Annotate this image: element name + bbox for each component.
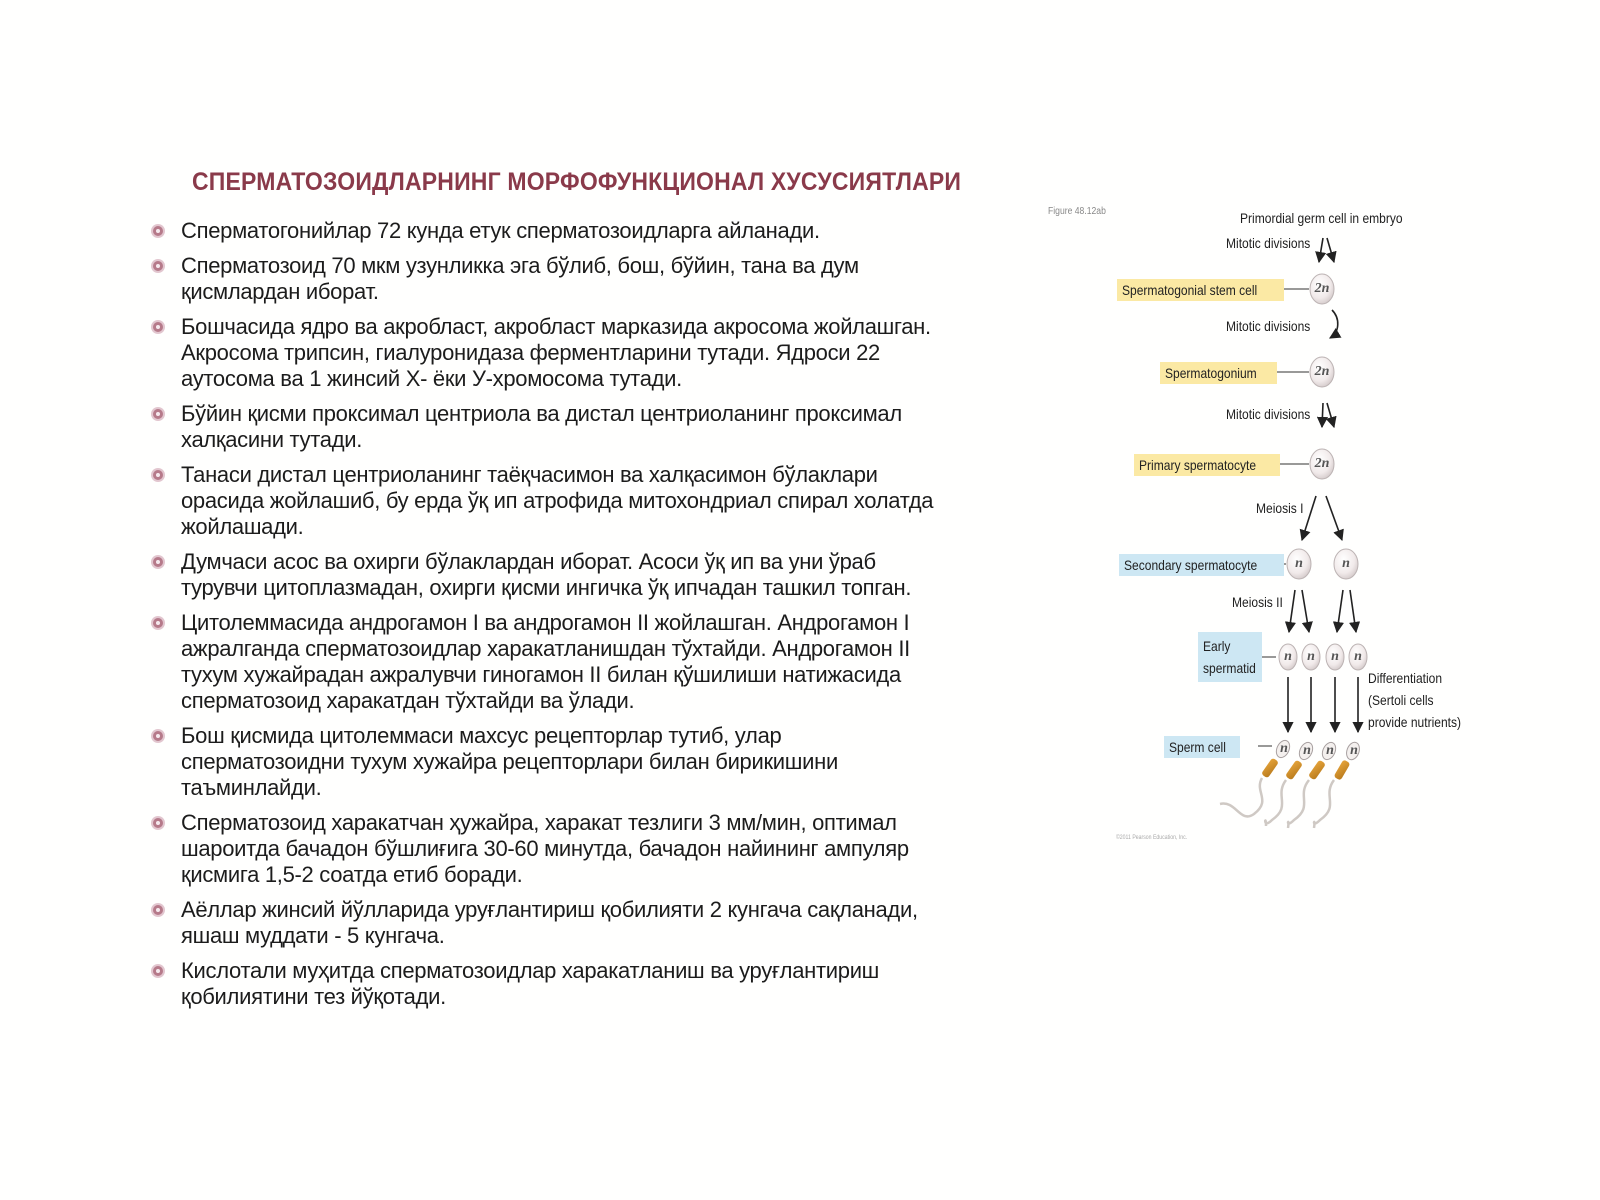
bullet-icon	[153, 226, 163, 236]
bullet-item: Бўйин қисми проксимал центриола ва дистал центриоланинг проксимал халқасини тутади.	[150, 401, 950, 453]
bullet-item: Бош қисмида цитолеммаси махсус рецепторлар тутиб, улар сперматозоидни тухум хужайра рецепторлари билан бирикишини таъминлайди.	[150, 723, 950, 801]
bullet-icon	[153, 966, 163, 976]
sperm-cell-label: Sperm cell	[1164, 736, 1240, 758]
figure-credit: ©2011 Pearson Education, Inc.	[1116, 835, 1188, 841]
arrow	[1322, 403, 1323, 427]
bullet-icon	[153, 818, 163, 828]
ploidy-label: 2n	[1314, 281, 1330, 296]
bullet-icon	[153, 470, 163, 480]
ploidy-label: n	[1354, 649, 1362, 664]
ploidy-label: n	[1307, 649, 1315, 664]
arrow	[1326, 496, 1342, 540]
arrow	[1327, 403, 1334, 427]
bullet-icon	[153, 731, 163, 741]
bullet-item: Сперматозоид харакатчан ҳужайра, харакат тезлиги 3 мм/мин, оптимал шароитда бачадон бўшлиғига 30-60 минутда, бачадон найининг ампуляр қисмига 1,5-2 соатда етиб боради.	[150, 810, 950, 888]
bullet-item: Аёллар жинсий йўлларида уруғлантириш қобилияти 2 кунгача сақланади, яшаш муддати - 5 кунгача.	[150, 897, 950, 949]
ploidy-label: n	[1295, 556, 1303, 571]
arrow	[1302, 590, 1309, 632]
spermatogonium-label: Spermatogonium	[1160, 362, 1277, 384]
meiosis-i-label: Meiosis I	[1256, 500, 1304, 516]
meiosis-ii-label: Meiosis II	[1232, 594, 1283, 610]
arrow	[1337, 590, 1343, 632]
mitotic-divisions-label: Mitotic divisions	[1226, 406, 1311, 422]
bullet-item: Бошчасида ядро ва акробласт, акробласт марказида акросома жойлашган. Акросома трипсин, гиалуронидаза ферментларини тутади. Ядроси 22 аутосома ва 1 жинсий Х- ёки У-хромосома тутади.	[150, 314, 950, 392]
ploidy-label: n	[1280, 741, 1288, 756]
ploidy-label: n	[1331, 649, 1339, 664]
arrow	[1350, 590, 1356, 632]
bullet-item: Сперматозоид 70 мкм узунликка эга бўлиб, бош, бўйин, тана ва дум қисмлардан иборат.	[150, 253, 950, 305]
sertoli-cells-label: (Sertoli cells	[1368, 692, 1434, 708]
ploidy-label: 2n	[1314, 456, 1330, 471]
arrow	[1289, 590, 1295, 632]
ploidy-label: n	[1284, 649, 1292, 664]
bullet-list	[150, 218, 950, 1019]
spermatogonial-stem-cell-label: Spermatogonial stem cell	[1117, 279, 1284, 301]
bullet-item: Кислотали муҳитда сперматозоидлар харакатланиш ва уруғлантириш қобилиятини тез йўқотади.	[150, 958, 950, 1010]
secondary-spermatocyte-label: Secondary spermatocyte	[1119, 554, 1284, 576]
bullet-icon	[153, 905, 163, 915]
bullet-icon	[153, 557, 163, 567]
self-renewal-arrow	[1330, 310, 1338, 338]
bullet-icon	[153, 322, 163, 332]
primordial-label: Primordial germ cell in embryo	[1240, 210, 1403, 226]
figure-caption: Figure 48.12ab	[1048, 206, 1106, 217]
arrow	[1319, 238, 1323, 262]
spermatogenesis-diagram	[1040, 200, 1560, 880]
spermatogenesis-figure	[1040, 200, 1560, 880]
slide-title: СПЕРМАТОЗОИДЛАРНИНГ МОРФОФУНКЦИОНАЛ ХУСУСИЯТЛАРИ	[192, 168, 962, 196]
ploidy-label: n	[1326, 743, 1334, 758]
arrow	[1302, 496, 1316, 540]
provide-nutrients-label: provide nutrients)	[1368, 714, 1462, 730]
ploidy-label: n	[1342, 556, 1350, 571]
early-spermatid-label: Early spermatid	[1198, 632, 1262, 682]
ploidy-label: 2n	[1314, 364, 1330, 379]
mitotic-divisions-label: Mitotic divisions	[1226, 318, 1311, 334]
mitotic-divisions-label: Mitotic divisions	[1226, 235, 1311, 251]
differentiation-label: Differentiation	[1368, 670, 1443, 686]
bullet-item: Танаси дистал центриоланинг таёқчасимон ва халқасимон бўлаклари орасида жойлашиб, бу ерда ўқ ип атрофида митохондриал спирал холатда жойлашади.	[150, 462, 950, 540]
ploidy-label: n	[1350, 743, 1358, 758]
bullet-item: Сперматогонийлар 72 кунда етук сперматозоидларга айланади.	[150, 218, 950, 244]
ploidy-label: n	[1303, 743, 1311, 758]
primary-spermatocyte-label: Primary spermatocyte	[1134, 454, 1280, 476]
bullet-icon	[153, 618, 163, 628]
bullet-icon	[153, 409, 163, 419]
bullet-icon	[153, 261, 163, 271]
arrow	[1327, 238, 1334, 262]
bullet-item: Цитолеммасида андрогамон I ва андрогамон II жойлашган. Андрогамон I ажралганда сперматозоидлар харакатланишдан тўхтайди. Андрогамон II тухум хужайрадан ажралувчи гиногамон II билан қўшилиши натижасида сперматозоид харакатдан тўхтайди ва ўлади.	[150, 610, 950, 714]
bullet-item: Думчаси асос ва охирги бўлаклардан иборат. Асоси ўқ ип ва уни ўраб турувчи цитоплазмадан, охирги қисми ингичка ўқ ипчадан ташкил топган.	[150, 549, 950, 601]
